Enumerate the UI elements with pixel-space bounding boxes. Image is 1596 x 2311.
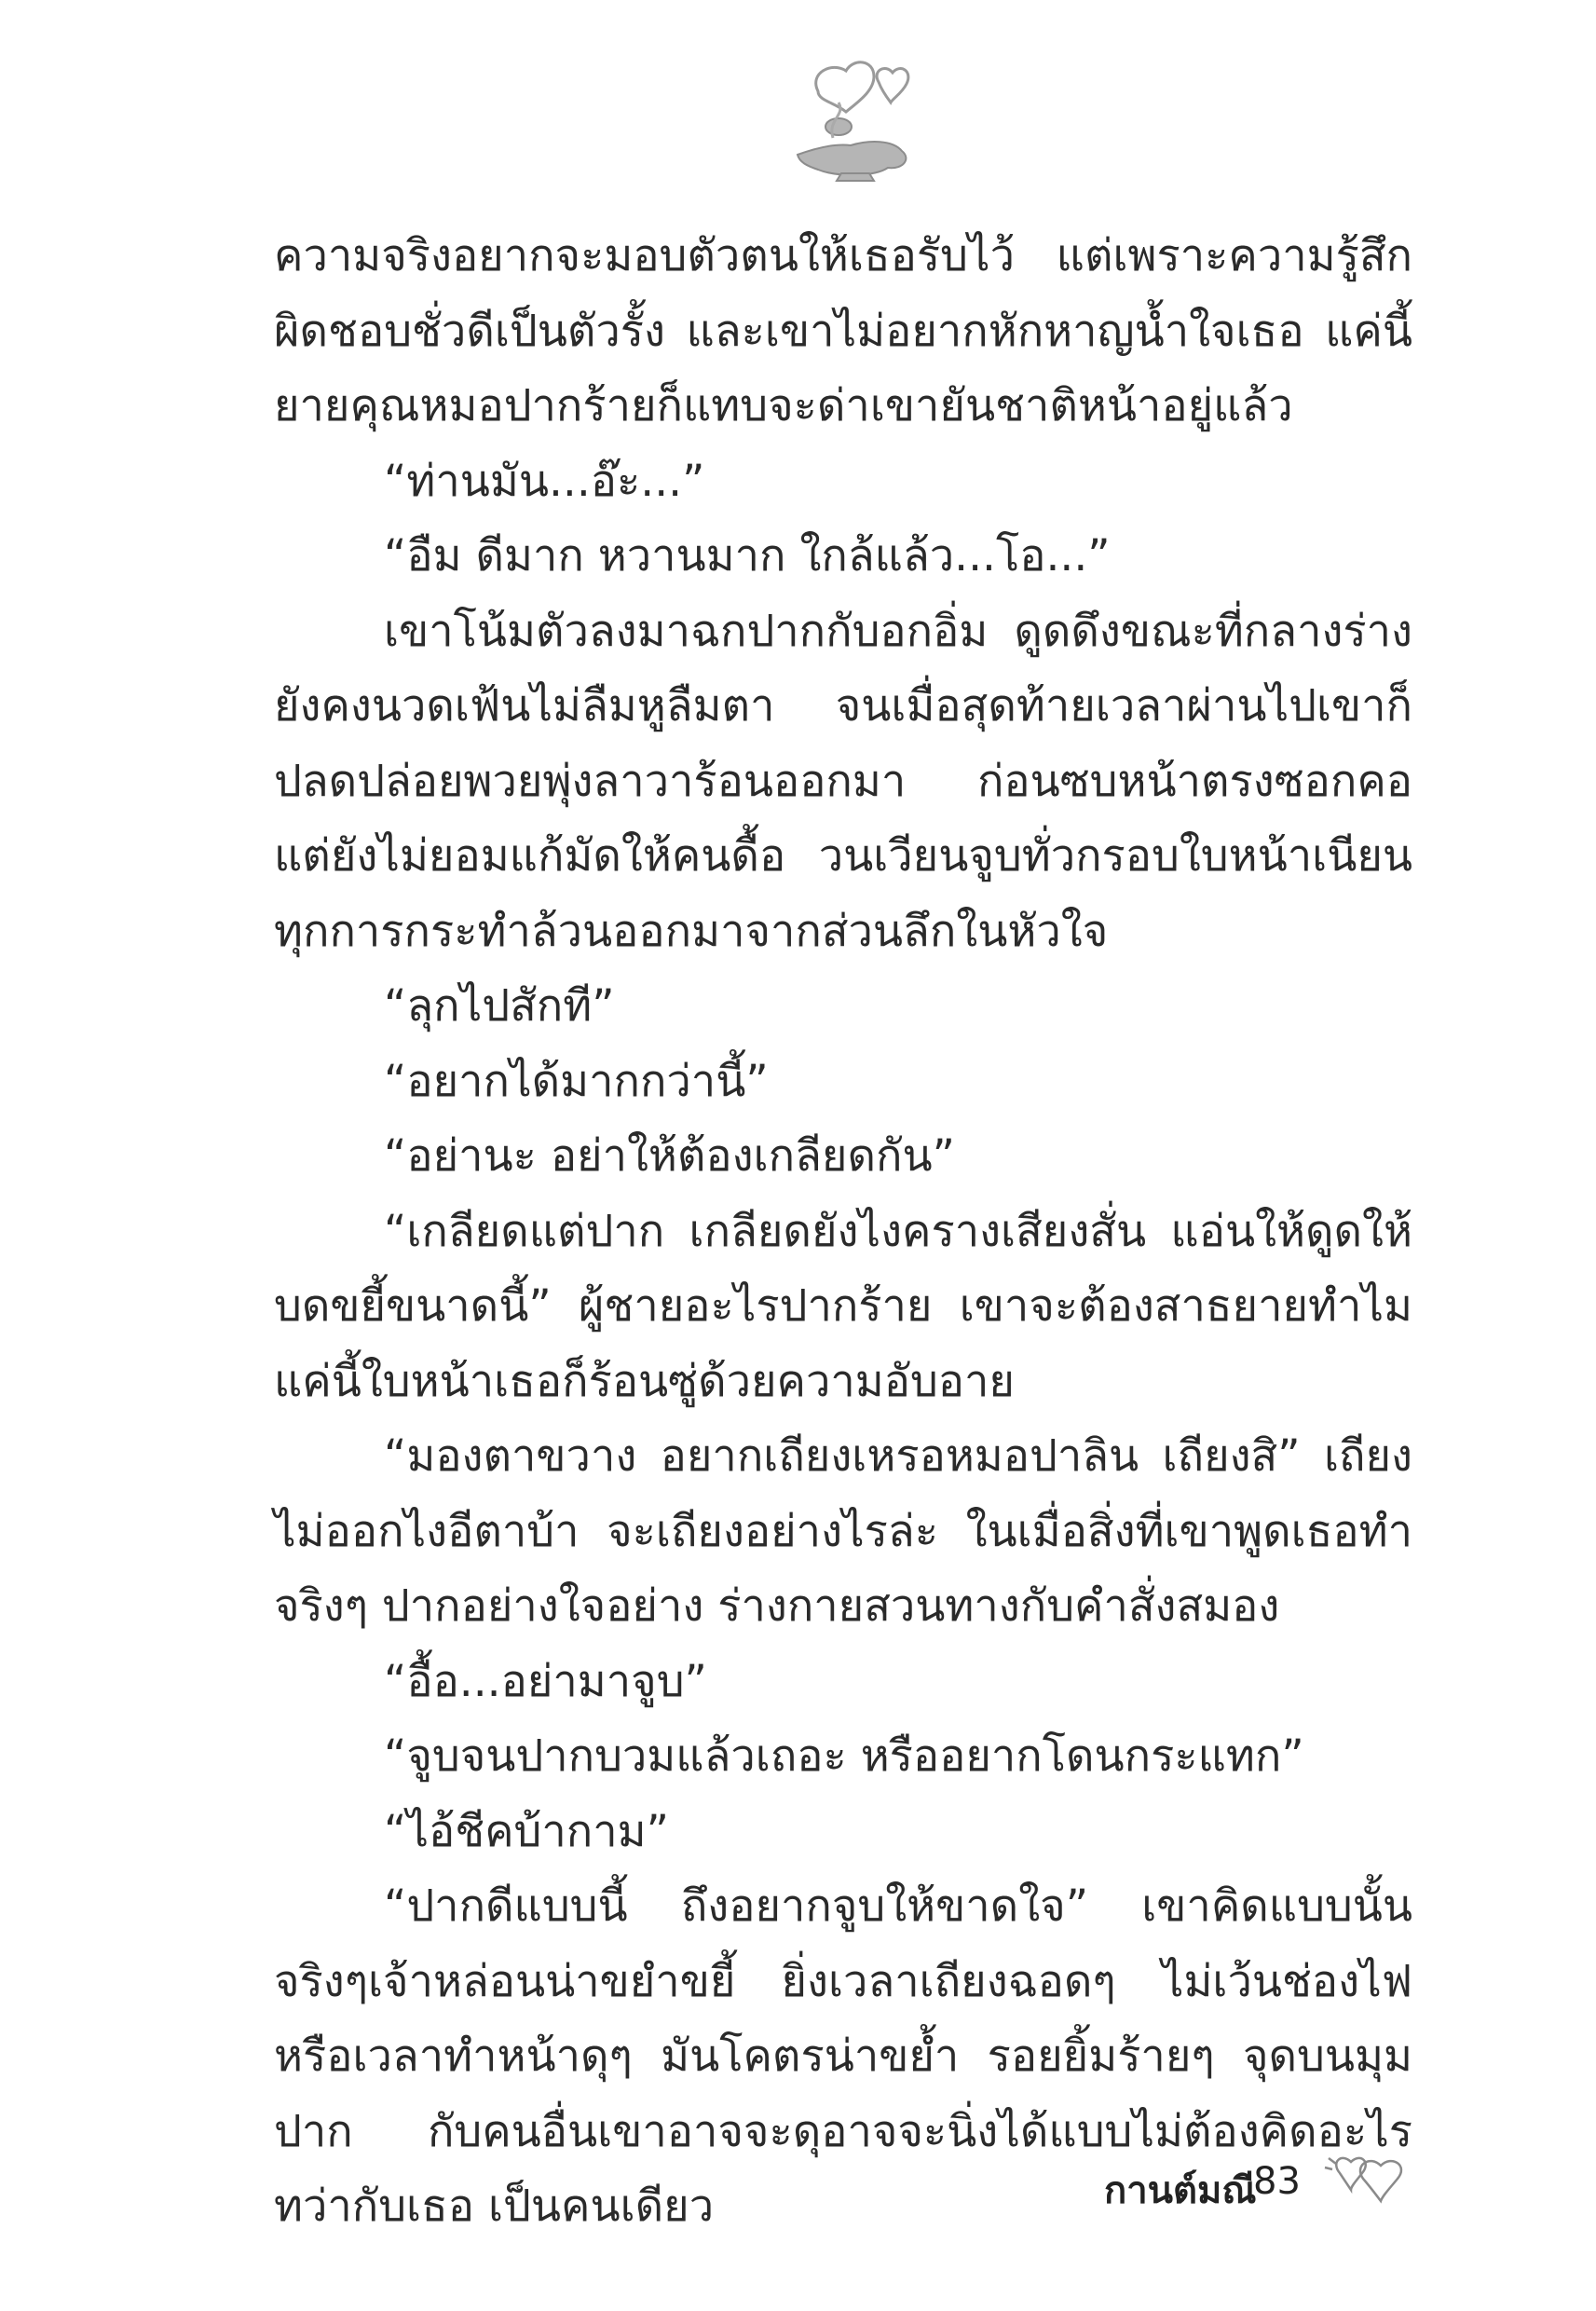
paragraph-13: “ปากดีแบบนี้ ถึงอยากจูบให้ขาดใจ” เขาคิดแบบนั้นจริงๆเจ้าหล่อนน่าขยำขยี้ ยิ่งเวลาเถียงฉอดๆ ไม่เว้นช่องไฟ หรือเวลาทำหน้าดุๆ มันโคตรน่าขย้ำ รอยยิ้มร้ายๆ จุดบนมุมปาก กับคนอื่นเขาอาจจะดุอาจจะนิ่งได้แบบไม่ต้องคิดอะไร ทว่ากับเธอ เป็นคนเดียว [274, 1880, 1412, 2232]
page-number: 83 [1253, 2160, 1301, 2203]
hearts-ornament-icon [1321, 2145, 1414, 2210]
paragraph-11: “จูบจนปากบวมแล้วเถอะ หรืออยากโดนกระแทก” [384, 1730, 1304, 1782]
paragraph-10: “อื้อ...อย่ามาจูบ” [384, 1655, 707, 1707]
paragraph-2: “ท่านมัน...อ๊ะ...” [384, 455, 705, 507]
paragraph-9: “มองตาขวาง อยากเถียงเหรอหมอปาลิน เถียงสิ” เถียงไม่ออกไงอีตาบ้า จะเถียงอย่างไรล่ะ ในเมื่อสิ่งที่เขาพูดเธอทำจริงๆ ปากอย่างใจอย่าง ร่างกายสวนทางกับคำสั่งสมอง [274, 1430, 1412, 1632]
paragraph-4: เขาโน้มตัวลงมาฉกปากกับอกอิ่ม ดูดดึงขณะที่กลางร่างยังคงนวดเฟ้นไม่ลืมหูลืมตา จนเมื่อสุดท้ายเวลาผ่านไปเขาก็ปลดปล่อยพวยพุ่งลาวาร้อนออกมา ก่อนซบหน้าตรงซอกคอ แต่ยังไม่ยอมแก้มัดให้คนดื้อ วนเวียนจูบทั่วกรอบใบหน้าเนียน ทุกการกระทำล้วนออกมาจากส่วนลึกในหัวใจ [274, 605, 1412, 957]
paragraph-12: “ไอ้ชีคบ้ากาม” [384, 1805, 669, 1857]
body-text [274, 219, 1412, 2245]
paragraph-3: “อืม ดีมาก หวานมาก ใกล้แล้ว...โอ...” [384, 530, 1111, 581]
paragraph-6: “อยากได้มากกว่านี้” [384, 1055, 769, 1107]
genie-lamp-logo-icon [781, 54, 921, 185]
paragraph-8: “เกลียดแต่ปาก เกลียดยังไงครางเสียงสั่น แอ่นให้ดูดให้บดขยี้ขนาดนี้” ผู้ชายอะไรปากร้าย เขาจะต้องสาธยายทำไม แค่นี้ใบหน้าเธอก็ร้อนซู่ด้วยความอับอาย [274, 1205, 1412, 1407]
footer-author: กานต์มณี [1104, 2169, 1257, 2212]
paragraph-5: “ลุกไปสักที” [384, 980, 615, 1032]
paragraph-7: “อย่านะ อย่าให้ต้องเกลียดกัน” [384, 1130, 955, 1182]
paragraph-1: ความจริงอยากจะมอบตัวตนให้เธอรับไว้ แต่เพราะความรู้สึกผิดชอบชั่วดีเป็นตัวรั้ง และเขาไม่อยากหักหาญน้ำใจเธอ แค่นี้ยายคุณหมอปากร้ายก็แทบจะด่าเขายันชาติหน้าอยู่แล้ว [274, 230, 1412, 431]
